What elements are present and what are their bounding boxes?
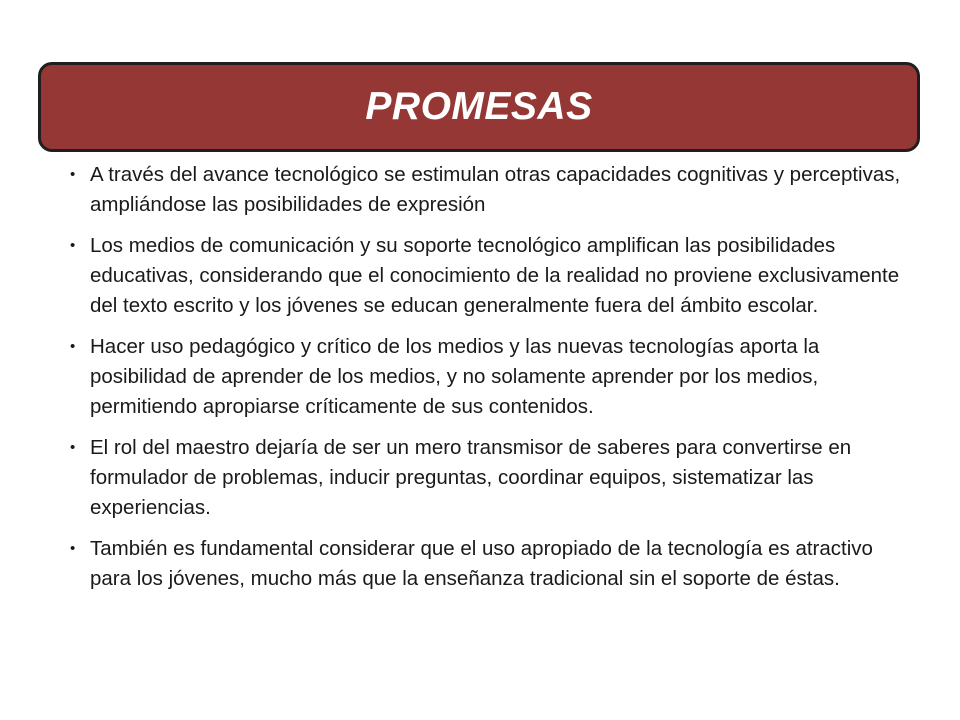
- bullet-dot-icon: •: [70, 540, 76, 557]
- bullet-text: A través del avance tecnológico se estimulan otras capacidades cognitivas y perceptivas, ampliándose las posibilidades de expresión: [90, 163, 901, 216]
- bullet-text: Hacer uso pedagógico y crítico de los medios y las nuevas tecnologías aporta la posibilidad de aprender de los medios, y no solamente aprender por los medios, permitiendo apropiarse críticamente de sus contenidos.: [90, 335, 820, 418]
- bullet-dot-icon: •: [70, 237, 76, 254]
- slide-title: PROMESAS: [365, 85, 593, 128]
- bullet-item: [70, 534, 906, 594]
- bullet-text: También es fundamental considerar que el uso apropiado de la tecnología es atractivo para los jóvenes, mucho más que la enseñanza tradicional sin el soporte de éstas.: [90, 537, 873, 590]
- bullet-item: [70, 433, 906, 523]
- bullet-dot-icon: •: [70, 166, 76, 183]
- bullet-item: [70, 332, 906, 422]
- bullet-text: El rol del maestro dejaría de ser un mero transmisor de saberes para convertirse en formulador de problemas, inducir preguntas, coordinar equipos, sistematizar las experiencias.: [90, 436, 852, 519]
- title-banner: [38, 62, 920, 152]
- bullet-dot-icon: •: [70, 338, 76, 355]
- bullet-item: [70, 160, 906, 220]
- bullet-item: [70, 231, 906, 321]
- bullet-dot-icon: •: [70, 439, 76, 456]
- bullet-text: Los medios de comunicación y su soporte tecnológico amplifican las posibilidades educativas, considerando que el conocimiento de la realidad no proviene exclusivamente del texto escrito y los jóvenes se educan generalmente fuera del ámbito escolar.: [90, 234, 900, 317]
- bullet-list: [70, 160, 906, 605]
